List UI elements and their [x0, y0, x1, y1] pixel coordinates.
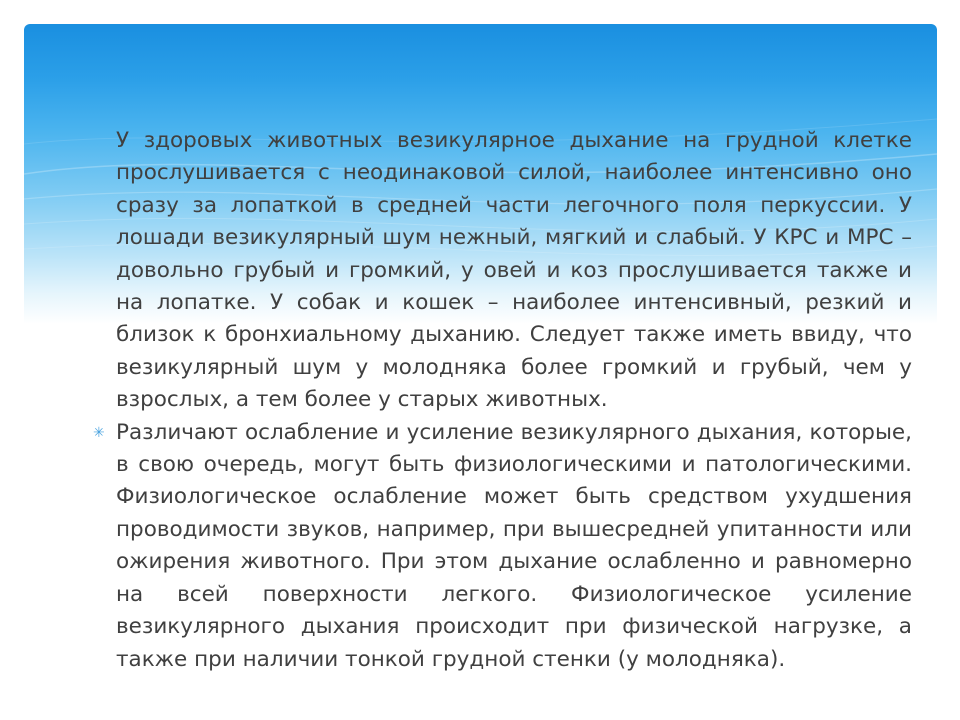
slide-body	[93, 125, 912, 676]
paragraph-2	[93, 417, 912, 676]
asterisk-bullet-icon: ✳	[93, 424, 105, 441]
paragraph-1	[93, 125, 912, 417]
paragraph-2-text: Различают ослабление и усиление везикулярного дыхания, которые, в свою очередь, могут быть физиологическими и патологическими. Физиологическое ослабление может быть средством ухудшения проводимости звуков, например, при вышесредней упитанности или ожирения животного. При этом дыхание ослабленно и равномерно на всей поверхности легкого. Физиологическое усиление везикулярного дыхания происходит при физической нагрузке, а также при наличии тонкой грудной стенки (у молодняка).	[116, 419, 912, 672]
paragraph-1-text: У здоровых животных везикулярное дыхание на грудной клетке прослушивается с неодинаковой силой, наиболее интенсивно оно сразу за лопаткой в средней части легочного поля перкуссии. У лошади везикулярный шум нежный, мягкий и слабый. У КРС и МРС – довольно грубый и громкий, у овей и коз прослушивается также и на лопатке. У собак и кошек – наиболее интенсивный, резкий и близок к бронхиальному дыханию. Следует также иметь ввиду, что везикулярный шум у молодняка более громкий и грубый, чем у взрослых, а тем более у старых животных.	[116, 128, 912, 413]
